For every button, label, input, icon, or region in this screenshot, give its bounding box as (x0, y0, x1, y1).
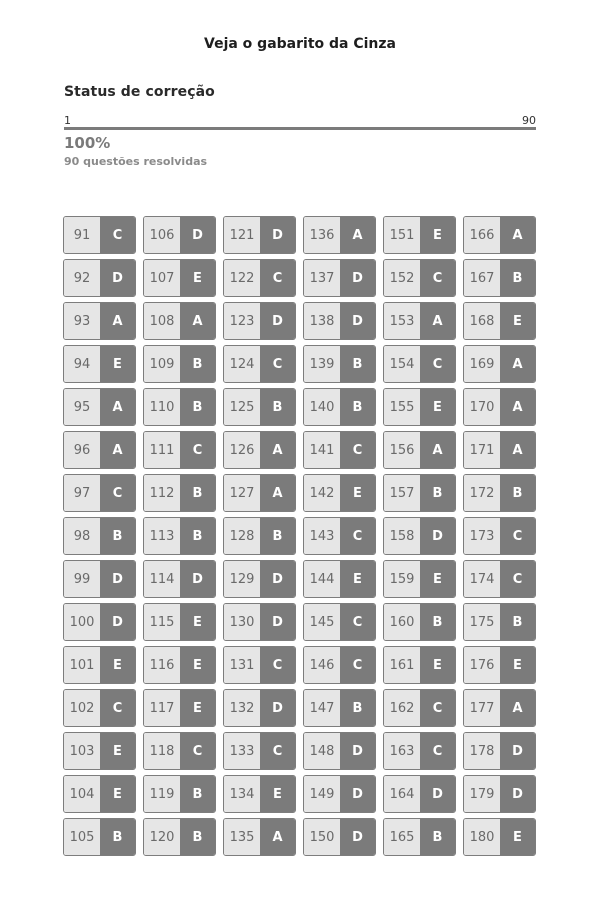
answer-letter: B (260, 389, 295, 425)
answer-letter: D (340, 733, 375, 769)
answer-cell (383, 216, 456, 254)
answer-cell (143, 474, 216, 512)
answer-cell (303, 388, 376, 426)
page-title: Veja o gabarito da Cinza (204, 36, 396, 52)
answer-cell (63, 603, 136, 641)
answer-cell (303, 603, 376, 641)
answer-cell (383, 560, 456, 598)
answer-letter: A (260, 819, 295, 855)
answer-cell (223, 474, 296, 512)
answer-letter: A (260, 475, 295, 511)
answer-letter: C (260, 733, 295, 769)
answer-letter: B (180, 389, 215, 425)
question-number: 170 (464, 389, 500, 425)
question-number: 178 (464, 733, 500, 769)
answer-letter: E (180, 260, 215, 296)
answer-letter: E (340, 561, 375, 597)
answer-cell (303, 560, 376, 598)
answer-letter: E (500, 647, 535, 683)
answer-cell (303, 689, 376, 727)
answer-letter: E (100, 346, 135, 382)
question-number: 103 (64, 733, 100, 769)
question-number: 151 (384, 217, 420, 253)
answer-cell (63, 689, 136, 727)
answer-cell (63, 560, 136, 598)
question-number: 158 (384, 518, 420, 554)
answer-letter: A (180, 303, 215, 339)
question-number: 102 (64, 690, 100, 726)
answer-cell (223, 345, 296, 383)
question-number: 131 (224, 647, 260, 683)
answer-cell (303, 345, 376, 383)
answer-letter: E (180, 604, 215, 640)
answer-letter: D (340, 776, 375, 812)
answer-letter: E (180, 690, 215, 726)
answer-cell (63, 818, 136, 856)
answer-letter: D (260, 690, 295, 726)
answer-cell (463, 732, 536, 770)
answer-cell (463, 345, 536, 383)
answer-cell (223, 517, 296, 555)
question-number: 113 (144, 518, 180, 554)
answer-cell (63, 732, 136, 770)
answer-letter: B (420, 819, 455, 855)
question-number: 115 (144, 604, 180, 640)
question-number: 138 (304, 303, 340, 339)
answer-cell (223, 388, 296, 426)
answer-letter: E (340, 475, 375, 511)
answer-letter: A (420, 432, 455, 468)
answer-letter: C (420, 260, 455, 296)
answer-cell (303, 646, 376, 684)
answer-cell (223, 603, 296, 641)
answer-cell (143, 560, 216, 598)
answer-letter: D (420, 518, 455, 554)
answer-letter: C (420, 733, 455, 769)
answer-letter: D (100, 561, 135, 597)
answer-cell (383, 775, 456, 813)
answer-cell (143, 345, 216, 383)
question-number: 132 (224, 690, 260, 726)
answer-letter: A (500, 389, 535, 425)
answer-cell (463, 646, 536, 684)
answer-letter: B (340, 690, 375, 726)
answer-cell (63, 345, 136, 383)
answer-letter: B (180, 819, 215, 855)
question-number: 147 (304, 690, 340, 726)
answer-letter: B (100, 819, 135, 855)
question-number: 116 (144, 647, 180, 683)
answer-letter: E (420, 389, 455, 425)
answer-cell (63, 388, 136, 426)
answer-letter: E (260, 776, 295, 812)
question-number: 106 (144, 217, 180, 253)
question-number: 107 (144, 260, 180, 296)
answer-letter: E (500, 819, 535, 855)
question-number: 165 (384, 819, 420, 855)
question-number: 94 (64, 346, 100, 382)
progress-range-min: 1 (64, 114, 71, 127)
answer-grid (63, 216, 536, 856)
question-number: 111 (144, 432, 180, 468)
answer-cell (383, 474, 456, 512)
answer-cell (463, 689, 536, 727)
answer-letter: D (100, 260, 135, 296)
answer-letter: A (260, 432, 295, 468)
question-number: 155 (384, 389, 420, 425)
question-number: 169 (464, 346, 500, 382)
question-number: 145 (304, 604, 340, 640)
question-number: 175 (464, 604, 500, 640)
answer-letter: E (180, 647, 215, 683)
question-number: 161 (384, 647, 420, 683)
answer-cell (143, 689, 216, 727)
question-number: 142 (304, 475, 340, 511)
question-number: 92 (64, 260, 100, 296)
question-number: 174 (464, 561, 500, 597)
answer-cell (383, 689, 456, 727)
answer-cell (383, 732, 456, 770)
answer-letter: C (340, 432, 375, 468)
answer-cell (463, 302, 536, 340)
answer-cell (303, 517, 376, 555)
progress-range-max: 90 (522, 114, 536, 127)
answer-letter: E (420, 217, 455, 253)
answer-letter: D (500, 733, 535, 769)
answer-letter: E (420, 647, 455, 683)
answer-cell (63, 216, 136, 254)
question-number: 122 (224, 260, 260, 296)
answer-letter: B (500, 604, 535, 640)
answer-cell (463, 431, 536, 469)
answer-letter: B (180, 346, 215, 382)
question-number: 157 (384, 475, 420, 511)
answer-letter: D (260, 303, 295, 339)
answer-cell (303, 216, 376, 254)
answer-letter: B (180, 776, 215, 812)
answer-letter: A (500, 432, 535, 468)
answer-letter: B (340, 389, 375, 425)
question-number: 124 (224, 346, 260, 382)
question-number: 110 (144, 389, 180, 425)
question-number: 126 (224, 432, 260, 468)
answer-cell (383, 603, 456, 641)
answer-cell (463, 517, 536, 555)
answer-letter: C (100, 475, 135, 511)
answer-letter: C (100, 690, 135, 726)
answer-cell (223, 259, 296, 297)
question-number: 114 (144, 561, 180, 597)
answer-cell (383, 259, 456, 297)
question-number: 119 (144, 776, 180, 812)
question-number: 96 (64, 432, 100, 468)
answer-letter: D (420, 776, 455, 812)
question-number: 123 (224, 303, 260, 339)
answer-cell (63, 259, 136, 297)
answer-cell (63, 517, 136, 555)
question-number: 146 (304, 647, 340, 683)
answer-cell (463, 775, 536, 813)
answer-letter: E (100, 733, 135, 769)
answer-cell (223, 689, 296, 727)
question-number: 98 (64, 518, 100, 554)
answer-letter: D (180, 561, 215, 597)
question-number: 99 (64, 561, 100, 597)
answer-cell (463, 388, 536, 426)
answer-letter: A (420, 303, 455, 339)
answer-cell (463, 603, 536, 641)
answer-letter: B (180, 475, 215, 511)
answer-cell (143, 431, 216, 469)
answer-cell (223, 216, 296, 254)
answer-cell (303, 818, 376, 856)
answer-cell (303, 474, 376, 512)
progress-bar (64, 127, 536, 130)
answer-letter: B (260, 518, 295, 554)
answer-letter: A (500, 217, 535, 253)
answer-cell (143, 517, 216, 555)
question-number: 133 (224, 733, 260, 769)
answer-cell (383, 302, 456, 340)
answer-cell (223, 431, 296, 469)
question-number: 141 (304, 432, 340, 468)
question-number: 109 (144, 346, 180, 382)
question-number: 134 (224, 776, 260, 812)
answer-letter: D (340, 260, 375, 296)
answer-cell (383, 818, 456, 856)
answer-cell (143, 216, 216, 254)
answer-letter: C (180, 733, 215, 769)
answer-cell (143, 775, 216, 813)
question-number: 136 (304, 217, 340, 253)
answer-cell (143, 259, 216, 297)
answer-cell (383, 431, 456, 469)
answer-letter: C (260, 260, 295, 296)
question-number: 160 (384, 604, 420, 640)
answer-letter: C (340, 647, 375, 683)
progress-bar-fill (64, 127, 536, 130)
answer-letter: B (180, 518, 215, 554)
answer-letter: D (180, 217, 215, 253)
answer-cell (383, 517, 456, 555)
question-number: 112 (144, 475, 180, 511)
answer-cell (463, 474, 536, 512)
question-number: 176 (464, 647, 500, 683)
question-number: 149 (304, 776, 340, 812)
answer-letter: A (500, 690, 535, 726)
question-number: 120 (144, 819, 180, 855)
answer-letter: D (340, 819, 375, 855)
answer-letter: B (500, 475, 535, 511)
answer-letter: C (180, 432, 215, 468)
question-number: 179 (464, 776, 500, 812)
answer-cell (143, 302, 216, 340)
resolved-count: 90 questões resolvidas (64, 155, 208, 168)
answer-cell (223, 646, 296, 684)
answer-letter: B (500, 260, 535, 296)
answer-letter: B (420, 475, 455, 511)
question-number: 148 (304, 733, 340, 769)
question-number: 130 (224, 604, 260, 640)
answer-cell (223, 560, 296, 598)
correction-status (64, 84, 536, 168)
answer-cell (303, 775, 376, 813)
answer-letter: C (500, 561, 535, 597)
answer-cell (63, 775, 136, 813)
question-number: 121 (224, 217, 260, 253)
answer-letter: C (340, 518, 375, 554)
question-number: 117 (144, 690, 180, 726)
answer-letter: A (100, 389, 135, 425)
question-number: 164 (384, 776, 420, 812)
answer-cell (303, 732, 376, 770)
progress-range (64, 114, 536, 126)
answer-cell (223, 302, 296, 340)
answer-cell (223, 818, 296, 856)
question-number: 163 (384, 733, 420, 769)
question-number: 143 (304, 518, 340, 554)
answer-cell (143, 818, 216, 856)
question-number: 172 (464, 475, 500, 511)
question-number: 100 (64, 604, 100, 640)
question-number: 159 (384, 561, 420, 597)
question-number: 97 (64, 475, 100, 511)
answer-cell (63, 646, 136, 684)
answer-cell (223, 732, 296, 770)
question-number: 156 (384, 432, 420, 468)
answer-letter: C (100, 217, 135, 253)
question-number: 91 (64, 217, 100, 253)
answer-letter: D (260, 604, 295, 640)
question-number: 177 (464, 690, 500, 726)
question-number: 108 (144, 303, 180, 339)
answer-letter: B (100, 518, 135, 554)
answer-cell (383, 646, 456, 684)
question-number: 150 (304, 819, 340, 855)
answer-letter: C (500, 518, 535, 554)
question-number: 137 (304, 260, 340, 296)
question-number: 118 (144, 733, 180, 769)
progress-percent: 100% (64, 134, 111, 152)
question-number: 168 (464, 303, 500, 339)
answer-cell (463, 259, 536, 297)
question-number: 139 (304, 346, 340, 382)
answer-letter: D (260, 561, 295, 597)
question-number: 166 (464, 217, 500, 253)
answer-letter: A (100, 303, 135, 339)
answer-cell (223, 775, 296, 813)
question-number: 171 (464, 432, 500, 468)
answer-cell (63, 431, 136, 469)
answer-letter: E (100, 647, 135, 683)
answer-letter: A (500, 346, 535, 382)
status-heading: Status de correção (64, 84, 215, 100)
answer-cell (143, 603, 216, 641)
answer-cell (463, 560, 536, 598)
answer-letter: D (260, 217, 295, 253)
answer-cell (143, 388, 216, 426)
question-number: 105 (64, 819, 100, 855)
question-number: 140 (304, 389, 340, 425)
answer-letter: C (340, 604, 375, 640)
question-number: 128 (224, 518, 260, 554)
answer-letter: B (340, 346, 375, 382)
answer-letter: C (260, 346, 295, 382)
answer-cell (143, 732, 216, 770)
answer-letter: E (420, 561, 455, 597)
question-number: 173 (464, 518, 500, 554)
answer-cell (303, 431, 376, 469)
question-number: 101 (64, 647, 100, 683)
answer-letter: C (420, 346, 455, 382)
question-number: 152 (384, 260, 420, 296)
question-number: 180 (464, 819, 500, 855)
question-number: 104 (64, 776, 100, 812)
question-number: 154 (384, 346, 420, 382)
answer-cell (463, 818, 536, 856)
question-number: 144 (304, 561, 340, 597)
question-number: 95 (64, 389, 100, 425)
answer-cell (63, 302, 136, 340)
question-number: 167 (464, 260, 500, 296)
answer-cell (463, 216, 536, 254)
answer-letter: A (340, 217, 375, 253)
answer-letter: C (260, 647, 295, 683)
answer-cell (383, 388, 456, 426)
answer-cell (143, 646, 216, 684)
question-number: 93 (64, 303, 100, 339)
answer-letter: E (100, 776, 135, 812)
answer-cell (303, 259, 376, 297)
question-number: 162 (384, 690, 420, 726)
answer-letter: D (340, 303, 375, 339)
question-number: 153 (384, 303, 420, 339)
answer-cell (63, 474, 136, 512)
question-number: 127 (224, 475, 260, 511)
answer-letter: D (500, 776, 535, 812)
answer-letter: A (100, 432, 135, 468)
question-number: 129 (224, 561, 260, 597)
answer-letter: B (420, 604, 455, 640)
answer-cell (303, 302, 376, 340)
question-number: 135 (224, 819, 260, 855)
answer-letter: E (500, 303, 535, 339)
answer-letter: C (420, 690, 455, 726)
question-number: 125 (224, 389, 260, 425)
answer-letter: D (100, 604, 135, 640)
answer-cell (383, 345, 456, 383)
